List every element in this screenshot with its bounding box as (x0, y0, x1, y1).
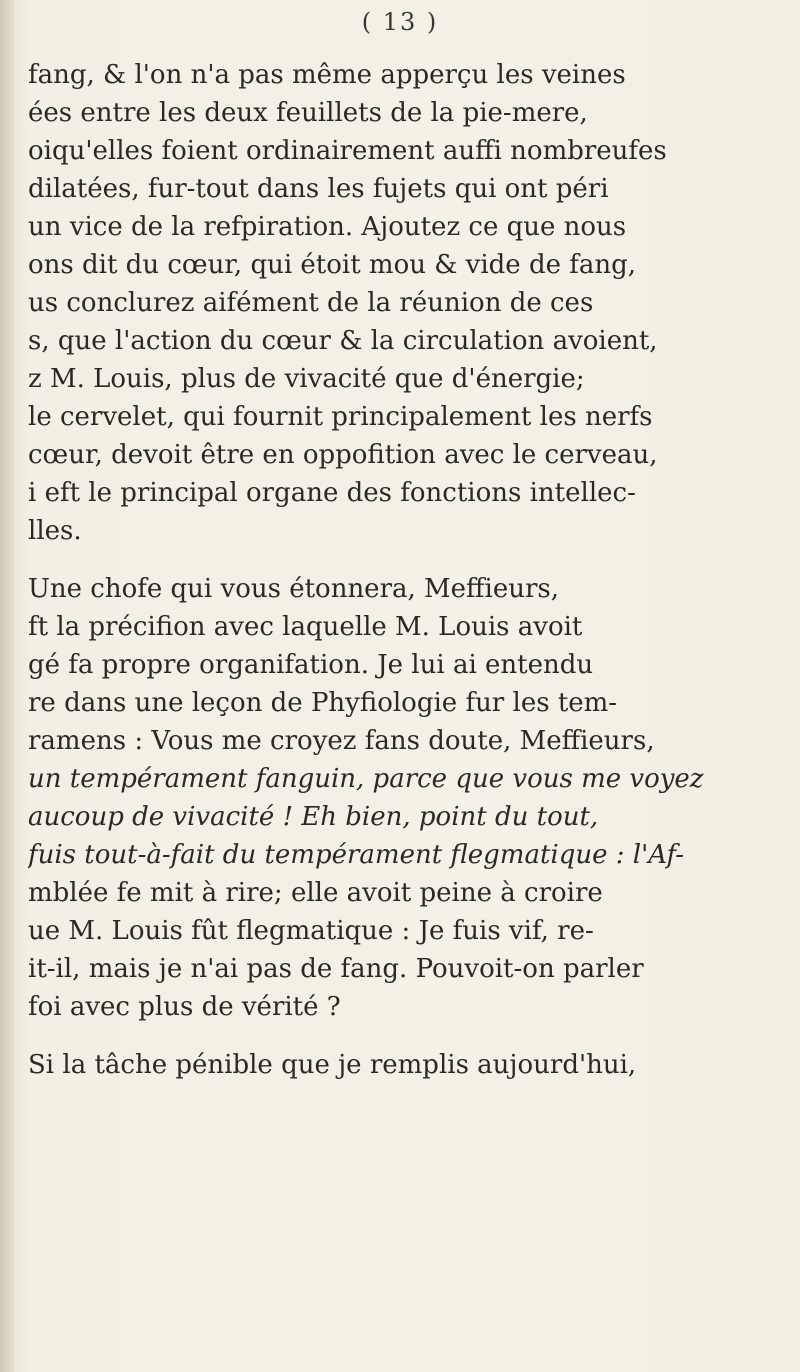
text-line: Si la tâche pénible que je remplis aujourd'hui, (28, 1050, 637, 1080)
text-line: fang, & l'on n'a pas même apperçu les veines (28, 60, 626, 90)
paragraph-gap (28, 550, 788, 570)
text-line: us conclurez aifément de la réunion de ces (28, 288, 594, 318)
text-line: le cervelet, qui fournit principalement les nerfs (28, 402, 653, 432)
text-line-italic: aucoup de vivacité ! Eh bien, point du tout, (28, 802, 599, 832)
page-number: ( 13 ) (361, 8, 439, 36)
text-line: s, que l'action du cœur & la circulation avoient, (28, 326, 658, 356)
body-text (28, 56, 788, 1084)
text-line: lles. (28, 516, 82, 546)
text-line: z M. Louis, plus de vivacité que d'énergie; (28, 364, 585, 394)
text-line: cœur, devoit être en oppofition avec le cerveau, (28, 440, 658, 470)
text-line: ons dit du cœur, qui étoit mou & vide de fang, (28, 250, 637, 280)
text-line: gé fa propre organifation. Je lui ai entendu (28, 650, 594, 680)
text-line: Une chofe qui vous étonnera, Meffieurs, (28, 574, 559, 604)
text-line: ft la précifion avec laquelle M. Louis avoit (28, 612, 583, 642)
text-line: foi avec plus de vérité ? (28, 992, 341, 1022)
text-line: un vice de la refpiration. Ajoutez ce que nous (28, 212, 627, 242)
text-line: oiqu'elles foient ordinairement auffi nombreufes (28, 136, 667, 166)
text-line: it-il, mais je n'ai pas de fang. Pouvoit-on parler (28, 954, 644, 984)
text-line: dilatées, fur-tout dans les fujets qui ont péri (28, 174, 609, 204)
page-gutter (0, 0, 14, 1372)
text-line: ue M. Louis fût flegmatique : Je fuis vif, re- (28, 916, 594, 946)
text-line: mblée fe mit à rire; elle avoit peine à croire (28, 878, 603, 908)
text-line: ramens : Vous me croyez fans doute, Meffieurs, (28, 726, 655, 756)
text-line: i eft le principal organe des fonctions intellec- (28, 478, 636, 508)
text-line: ées entre les deux feuillets de la pie-mere, (28, 98, 588, 128)
text-line-italic: un tempérament fanguin, parce que vous me voyez (28, 764, 704, 794)
paragraph-gap (28, 1026, 788, 1046)
text-line-italic: fuis tout-à-fait du tempérament flegmatique : l'Af- (28, 840, 685, 870)
text-line: re dans une leçon de Phyfiologie fur les tem- (28, 688, 618, 718)
